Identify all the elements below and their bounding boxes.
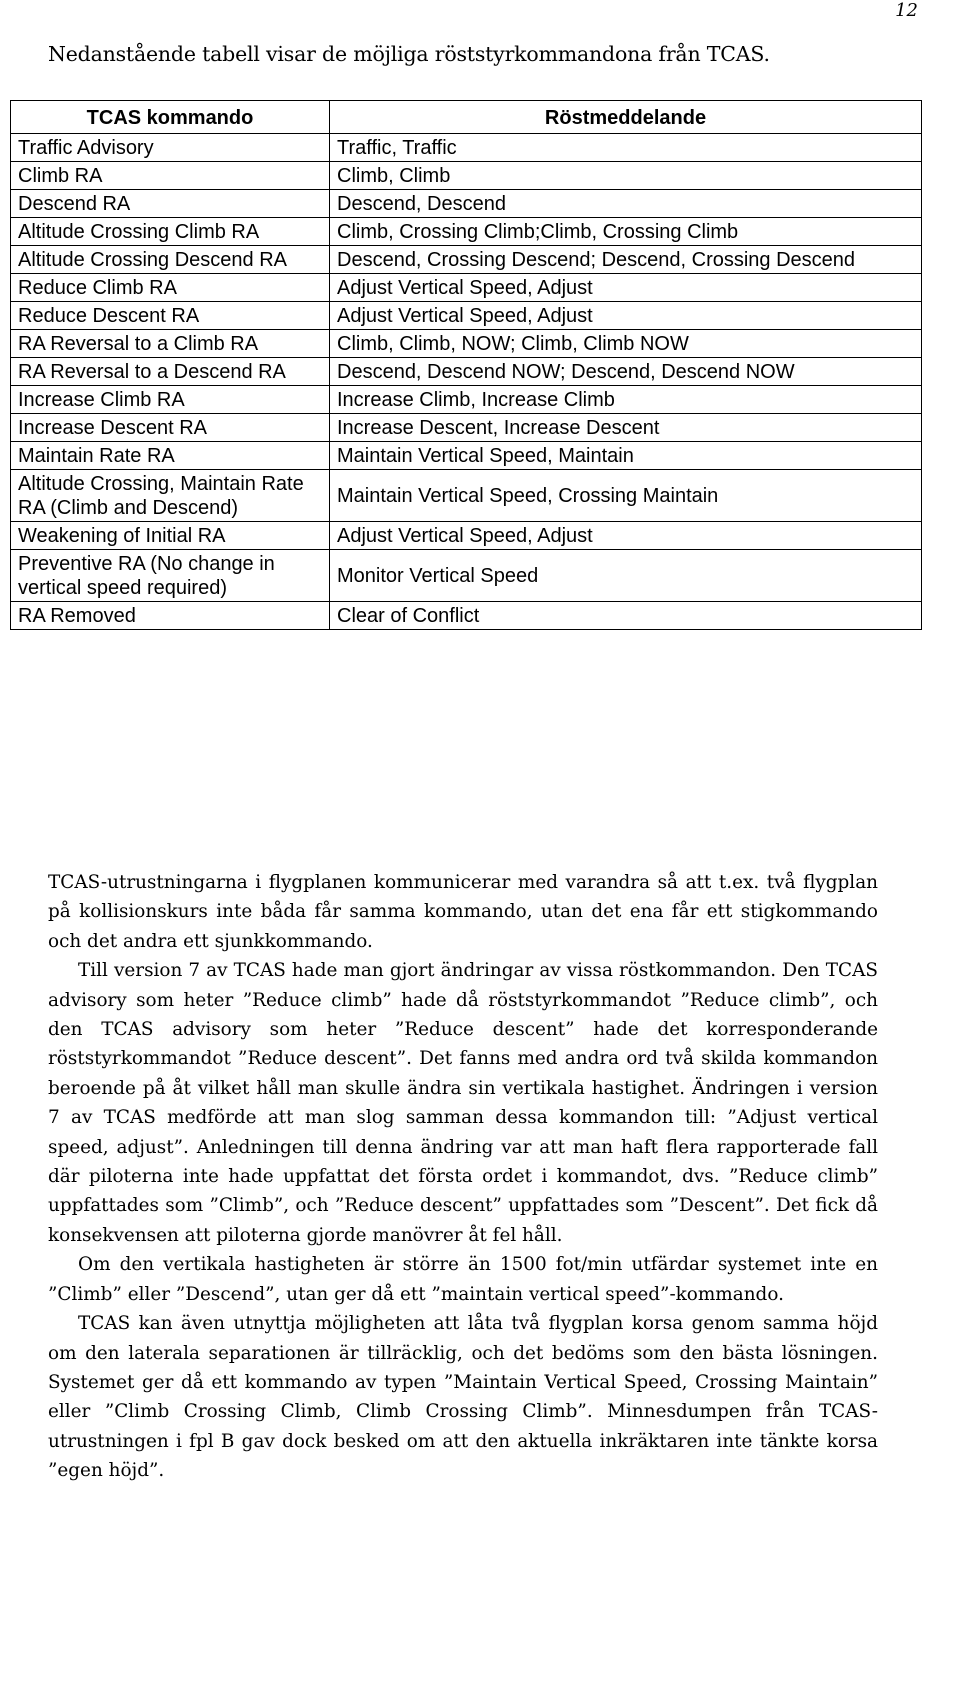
command-cell: Climb RA: [11, 162, 330, 190]
tcas-command-table: [10, 100, 922, 630]
paragraph: TCAS kan även utnyttja möjligheten att låta två flygplan korsa genom samma höjd om den laterala separationen är tillräcklig, och det bedöms som den bästa lösningen. Systemet ger då ett kommando av typen ”Maintain Vertical Speed, Crossing Maintain” eller ”Climb Crossing Climb, Climb Crossing Climb”. Minnesdumpen från TCAS-utrustningen i fpl B gav dock besked om att den aktuella inkräktaren inte tänkte korsa ”egen höjd”.: [48, 1313, 878, 1482]
table-row: [11, 302, 922, 330]
voice-message-cell: Climb, Climb, NOW; Climb, Climb NOW: [330, 330, 922, 358]
table-row: [11, 218, 922, 246]
table-row: [11, 162, 922, 190]
table-header-row: [11, 101, 922, 134]
table-row: [11, 602, 922, 630]
command-cell: Maintain Rate RA: [11, 442, 330, 470]
voice-message-cell: Climb, Crossing Climb;Climb, Crossing Climb: [330, 218, 922, 246]
command-cell: Altitude Crossing Climb RA: [11, 218, 330, 246]
voice-message-cell: Adjust Vertical Speed, Adjust: [330, 302, 922, 330]
page-number: 12: [895, 0, 918, 21]
voice-message-cell: Descend, Descend NOW; Descend, Descend NOW: [330, 358, 922, 386]
body-text: [48, 868, 878, 1486]
paragraph: Om den vertikala hastigheten är större än 1500 fot/min utfärdar systemet inte en ”Climb” eller ”Descend”, utan ger då ett ”maintain vertical speed”-kommando.: [48, 1254, 878, 1305]
command-cell: RA Reversal to a Descend RA: [11, 358, 330, 386]
command-cell: Altitude Crossing, Maintain Rate RA (Climb and Descend): [11, 470, 330, 522]
table-row: [11, 134, 922, 162]
table-row: [11, 246, 922, 274]
command-cell: Reduce Descent RA: [11, 302, 330, 330]
voice-message-cell: Traffic, Traffic: [330, 134, 922, 162]
table-row: [11, 414, 922, 442]
table-row: [11, 330, 922, 358]
voice-message-cell: Clear of Conflict: [330, 602, 922, 630]
table-row: [11, 190, 922, 218]
paragraph: TCAS-utrustningarna i flygplanen kommunicerar med varandra så att t.ex. två flygplan på kollisionskurs inte båda får samma kommando, utan det ena får ett stigkommando och det andra ett sjunkkommando.: [48, 872, 878, 952]
voice-message-cell: Descend, Descend: [330, 190, 922, 218]
command-cell: RA Reversal to a Climb RA: [11, 330, 330, 358]
command-cell: Increase Descent RA: [11, 414, 330, 442]
voice-message-cell: Adjust Vertical Speed, Adjust: [330, 274, 922, 302]
paragraph: Till version 7 av TCAS hade man gjort ändringar av vissa röstkommandon. Den TCAS advisory som heter ”Reduce climb” hade då röststyrkommandot ”Reduce climb”, och den TCAS advisory som heter ”Reduce descent” hade det korresponderande röststyrkommandot ”Reduce descent”. Det fanns med andra ord två skilda kommandon beroende på åt vilket håll man skulle ändra sin vertikala hastighet. Ändringen i version 7 av TCAS medförde att man slog samman dessa kommandon till: ”Adjust vertical speed, adjust”. Anledningen till denna ändring var att man haft flera rapporterade fall där piloterna inte hade uppfattat det första ordet i kommandot, dvs. ”Reduce climb” uppfattades som ”Climb”, och ”Reduce descent” uppfattades som ”Descent”. Det fick då konsekvensen att piloterna gjorde manövrer åt fel håll.: [48, 960, 878, 1246]
command-cell: Preventive RA (No change in vertical speed required): [11, 550, 330, 602]
column-header-command: TCAS kommando: [11, 101, 330, 134]
command-cell: Weakening of Initial RA: [11, 522, 330, 550]
command-cell: Traffic Advisory: [11, 134, 330, 162]
voice-message-cell: Increase Climb, Increase Climb: [330, 386, 922, 414]
table-row: [11, 274, 922, 302]
intro-sentence: Nedanstående tabell visar de möjliga röststyrkommandona från TCAS.: [48, 42, 770, 66]
table-row: [11, 442, 922, 470]
voice-message-cell: Increase Descent, Increase Descent: [330, 414, 922, 442]
command-cell: Descend RA: [11, 190, 330, 218]
column-header-voice-message: Röstmeddelande: [330, 101, 922, 134]
command-cell: Altitude Crossing Descend RA: [11, 246, 330, 274]
voice-message-cell: Maintain Vertical Speed, Crossing Maintain: [330, 470, 922, 522]
table-row: [11, 470, 922, 522]
voice-message-cell: Adjust Vertical Speed, Adjust: [330, 522, 922, 550]
voice-message-cell: Descend, Crossing Descend; Descend, Crossing Descend: [330, 246, 922, 274]
voice-message-cell: Monitor Vertical Speed: [330, 550, 922, 602]
voice-message-cell: Maintain Vertical Speed, Maintain: [330, 442, 922, 470]
table-row: [11, 358, 922, 386]
table-row: [11, 550, 922, 602]
command-cell: RA Removed: [11, 602, 330, 630]
command-cell: Reduce Climb RA: [11, 274, 330, 302]
voice-message-cell: Climb, Climb: [330, 162, 922, 190]
command-cell: Increase Climb RA: [11, 386, 330, 414]
table-row: [11, 522, 922, 550]
table-row: [11, 386, 922, 414]
